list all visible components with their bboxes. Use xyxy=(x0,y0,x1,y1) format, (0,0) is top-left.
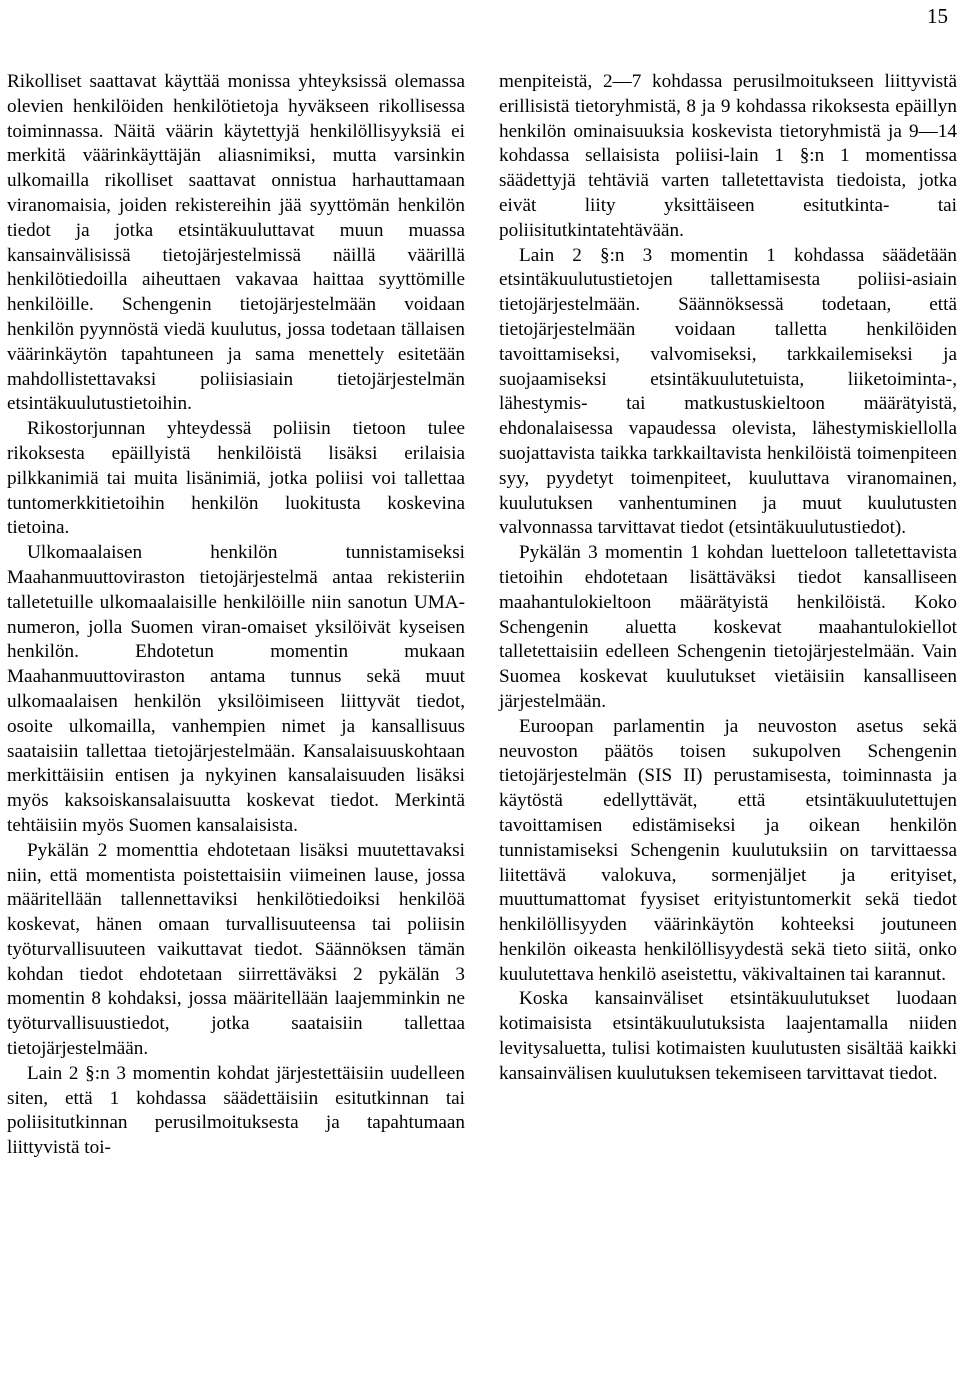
paragraph: Koska kansainväliset etsintäkuulutukset luodaan kotimaisista etsintäkuulutuksista laajentamalla niiden levitysaluetta, tulisi kotimaisten kuulutusten sisältää kaikki kansainvälisen kuulutuksen tekemiseen tarvittavat tiedot. xyxy=(499,988,957,1084)
left-column xyxy=(7,70,465,1161)
paragraph: Ulkomaalaisen henkilön tunnistamiseksi Maahanmuuttoviraston tietojärjestelmä antaa rekisteriin talletetuille ulkomaalaisille henkilöille niin sanotun UMA-numeron, jolla Suomen viran-omaiset yksilöivät kyseisen henkilön. Ehdotetun momentin mukaan Maahanmuuttoviraston antama tunnus sekä muut ulkomaalaisen henkilön yksilöimiseen liittyvät tiedot, osoite ulkomailla, vanhempien nimet ja kansallisuus saataisiin tallettaa tietojärjestelmään. Kansalaisuuskohtaan merkittäisiin entisen ja nykyinen kansalaisuuden lisäksi myös kaksoiskansalaisuutta koskevat tiedot. Merkintä tehtäisiin myös Suomen kansalaisista. xyxy=(7,542,465,836)
paragraph: Rikolliset saattavat käyttää monissa yhteyksissä olemassa olevien henkilöiden henkilötietoja hyväkseen rikollisessa toiminnassa. Näitä väärin käytettyjä henkilöllisyyksiä ei merkitä väärinkäyttäjän aliasnimiksi, mutta varsinkin ulkomailla rikolliset saattavat onnistua harhauttamaan viranomaisia, joiden rekistereihin jää syyttömän henkilön tiedot ja jotka etsintäkuuluttavat muun muassa kansainvälisissä tietojärjestelmissä näillä väärillä henkilötiedoilla aiheuttaen vakavaa haittaa syyttömille henkilöille. Schengenin tietojärjestelmään voidaan henkilön pyynnöstä viedä kuulutus, jossa todetaan tällaisen väärinkäytön tapahtuneen ja sama menettely esitetään mahdollistettavaksi poliisiasiain tietojärjestelmän etsintäkuulutustietoihin. xyxy=(7,71,465,415)
paragraph: Lain 2 §:n 3 momentin kohdat järjestettäisiin uudelleen siten, että 1 kohdassa säädettäisiin esitutkinnan tai poliisitutkinnan perusilmoituksesta ja tapahtumaan liittyvistä toi- xyxy=(7,1062,465,1159)
right-column xyxy=(499,70,957,1087)
paragraph: Rikostorjunnan yhteydessä poliisin tietoon tulee rikoksesta epäillyistä henkilöistä lisäksi erilaisia pilkkanimiä tai muita lisänimiä, jotka poliisi voi tallettaa tuntomerkkitietoihin henkilön luokitusta koskevina tietoina. xyxy=(7,418,465,539)
paragraph: menpiteistä, 2—7 kohdassa perusilmoitukseen liittyvistä erillisistä tietoryhmistä, 8 ja 9 kohdassa rikoksesta epäillyn henkilön ominaisuuksia koskevista tietoryhmistä ja 9—14 kohdassa sellaisista poliisi-lain 1 §:n 1 momentissa säädettyjä tehtäviä varten talletettavista tiedoista, jotka eivät liity yksittäiseen esitutkinta- tai poliisitutkintatehtävään. xyxy=(499,71,957,241)
paragraph: Pykälän 3 momentin 1 kohdan luetteloon talletettavista tietoihin ehdotetaan lisättäväksi tiedot kansalliseen maahantulokieltoon määrätyistä henkilöistä. Koko Schengenin aluetta koskevat maahantulokiellot talletettaisiin edelleen Schengenin tietojärjestelmään. Vain Suomea koskevat kuulutukset vietäisiin kansalliseen järjestelmään. xyxy=(499,542,957,712)
paragraph: Euroopan parlamentin ja neuvoston asetus sekä neuvoston päätös toisen sukupolven Schengenin tietojärjestelmän (SIS II) perustamisesta, toiminnasta ja käytöstä edellyttävät, että etsintäkuulutettujen tavoittamisen edistämiseksi ja oikean henkilön tunnistamiseksi Schengenin kuulutuksiin on tarvittaessa liitettävä valokuva, sormenjäljet ja erityiset, muuttumattomat fyysiset erityistuntomerkit sekä tiedot henkilöllisyyden väärinkäytön kohteeksi joutuneen henkilön oikeasta henkilöllisyydestä sekä tieto siitä, onko kuulutettava henkilö aseistettu, väkivaltainen tai karannut. xyxy=(499,715,957,985)
paragraph: Pykälän 2 momenttia ehdotetaan lisäksi muutettavaksi niin, että momentista poistettaisiin viimeinen lause, jossa määritellään tallennettaviksi henkilötiedoiksi henkilöä koskevat, hänen omaan turvallisuuteensa tai poliisin työturvallisuuteen vaikuttavat tiedot. Säännöksen tämän kohdan tiedot ehdotetaan siirrettäväksi 2 pykälän 3 momentin 8 kohdaksi, jossa määritellään laajemminkin ne työturvallisuustiedot, jotka saataisiin tallettaa tietojärjestelmään. xyxy=(7,839,465,1060)
paragraph: Lain 2 §:n 3 momentin 1 kohdassa säädetään etsintäkuulutustietojen tallettamisesta poliisi-asiain tietojärjestelmään. Säännöksessä todetaan, että tietojärjestelmään voidaan talletta henkilöiden tavoittamiseksi, valvomiseksi, tarkkailemiseksi ja suojaamiseksi etsintäkuulutetuista, liiketoiminta-, lähestymis- tai matkustuskieltoon määrätyistä, ehdonalaisessa vapaudessa olevista, lähestymiskiellolla suojattavista taikka tarkkailtavista henkilöistä toimenpiteen syy, pyydetyt toimenpiteet, kuuluttava viranomainen, kuulutuksen vanhentuminen ja muut kuulutusten valvonnassa tarvittavat tiedot (etsintäkuulutustiedot). xyxy=(499,244,957,539)
page-number: 15 xyxy=(927,4,948,28)
